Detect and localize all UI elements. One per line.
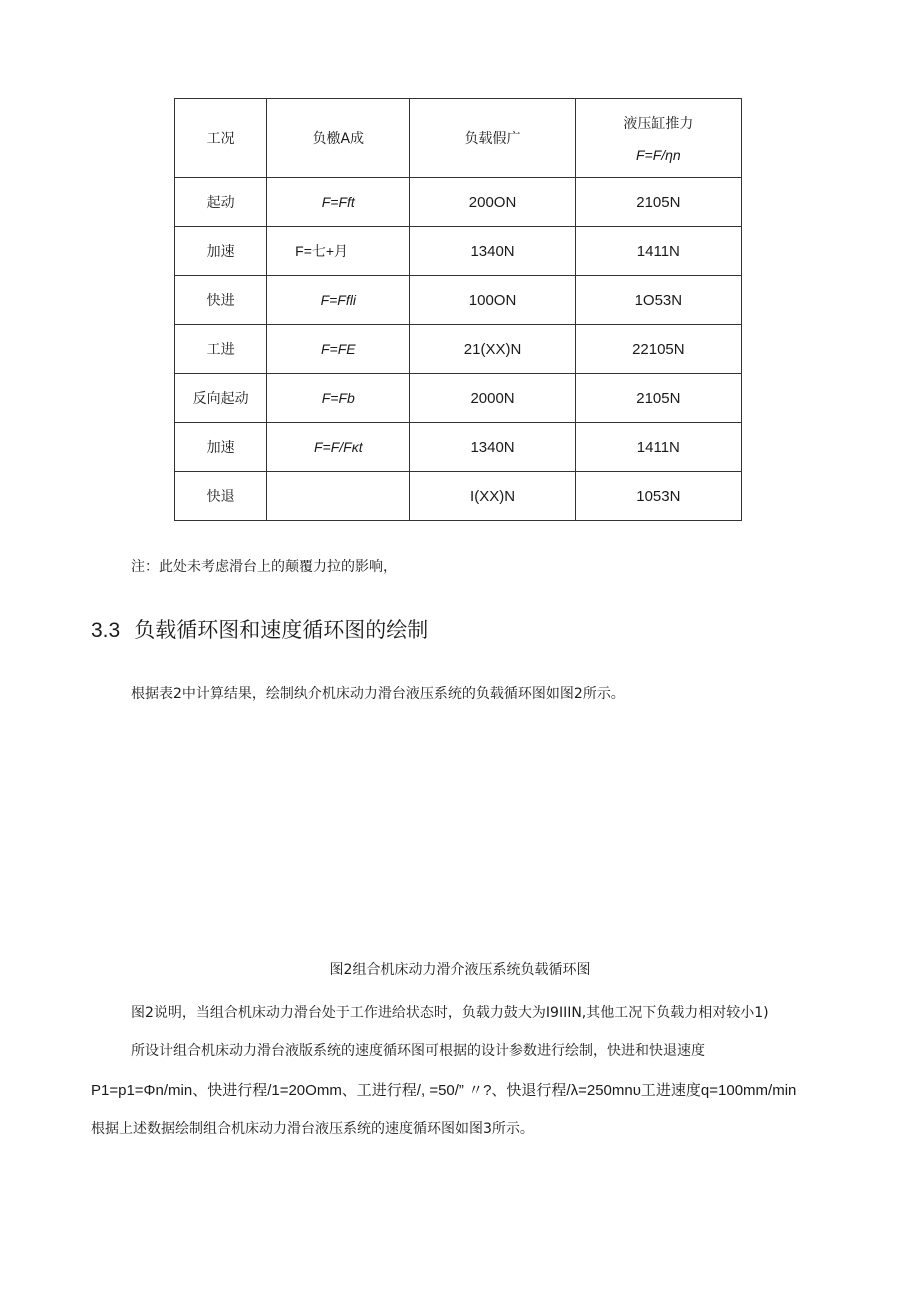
table-row (175, 227, 742, 276)
table-row (175, 325, 742, 374)
paragraph-load-cycle: 根据表2中计算结果，绘制纨介机床动力滑台液压系统的负载循环图如图2所示。 (131, 686, 625, 702)
paragraph-speed-cycle-intro: 所设计组合机床动力滑台液版系统的速度循环图可根据的设计参数进行绘制，快进和快退速度 (131, 1043, 705, 1059)
cell-load: 100ON (410, 276, 575, 325)
cell-condition: 工进 (175, 325, 267, 374)
cell-thrust: 22105N (575, 325, 741, 374)
cell-condition: 快进 (175, 276, 267, 325)
paragraph-figure-explanation: 图2说明，当组合机床动力滑台处于工作进给状态时，负载力鼓大为I9IIIN,其他工况下负载力相对较小1) (131, 1005, 769, 1021)
cell-formula: F=Fft (267, 178, 410, 227)
paragraph-speed-cycle-conclusion: 根据上述数据绘制组合机床动力滑台液压系统的速度循环图如图3所示。 (91, 1121, 534, 1137)
table-row (175, 276, 742, 325)
cell-load: 21(XX)N (410, 325, 575, 374)
table-row (175, 374, 742, 423)
table-note: 注：此处未考虑滑台上的颠覆力拉的影响， (131, 559, 397, 575)
load-table (174, 98, 742, 521)
cell-thrust: 1411N (575, 423, 741, 472)
header-condition: 工况 (175, 99, 267, 178)
cell-formula: F=FE (267, 325, 410, 374)
cell-formula (267, 472, 410, 521)
paragraph-speed-parameters: P1=p1=Φn/min、快进行程/1=20Omm、工进行程/, =50/” 〃?、快退行程/λ=250mnυ工进速度q=100mm/min (91, 1082, 797, 1099)
cell-load: 200ON (410, 178, 575, 227)
cell-thrust: 2105N (575, 374, 741, 423)
cell-condition: 起动 (175, 178, 267, 227)
cell-thrust: 1053N (575, 472, 741, 521)
cell-load: 1340N (410, 227, 575, 276)
header-cylinder-thrust (575, 99, 741, 178)
cell-formula: F=七+月 (267, 227, 410, 276)
cell-formula: F=Fb (267, 374, 410, 423)
header-load-value: 负载假广 (410, 99, 575, 178)
cell-thrust: 2105N (575, 178, 741, 227)
cell-condition: 加速 (175, 423, 267, 472)
header-cylinder-thrust-label: 液压缸推力 (623, 116, 694, 132)
header-cylinder-thrust-formula: F=F/ηn (635, 147, 681, 163)
cell-condition: 加速 (175, 227, 267, 276)
cell-load: 1340N (410, 423, 575, 472)
section-heading (91, 614, 428, 644)
cell-condition: 快退 (175, 472, 267, 521)
section-number: 3.3 (91, 619, 121, 642)
cell-formula: F=Ffli (267, 276, 410, 325)
header-load-composition: 负檄A成 (267, 99, 410, 178)
cell-load: I(XX)N (410, 472, 575, 521)
table-row (175, 178, 742, 227)
cell-formula: F=F/Fκt (267, 423, 410, 472)
cell-condition: 反向起动 (175, 374, 267, 423)
cell-load: 2000N (410, 374, 575, 423)
cell-thrust: 1O53N (575, 276, 741, 325)
table-header-row (175, 99, 742, 178)
table-row (175, 472, 742, 521)
figure-caption: 图2组合机床动力滑介液压系统负载循环图 (329, 962, 591, 978)
cell-thrust: 1411N (575, 227, 741, 276)
table-row (175, 423, 742, 472)
section-title-text: 负载循环图和速度循环图的绘制 (134, 619, 429, 642)
